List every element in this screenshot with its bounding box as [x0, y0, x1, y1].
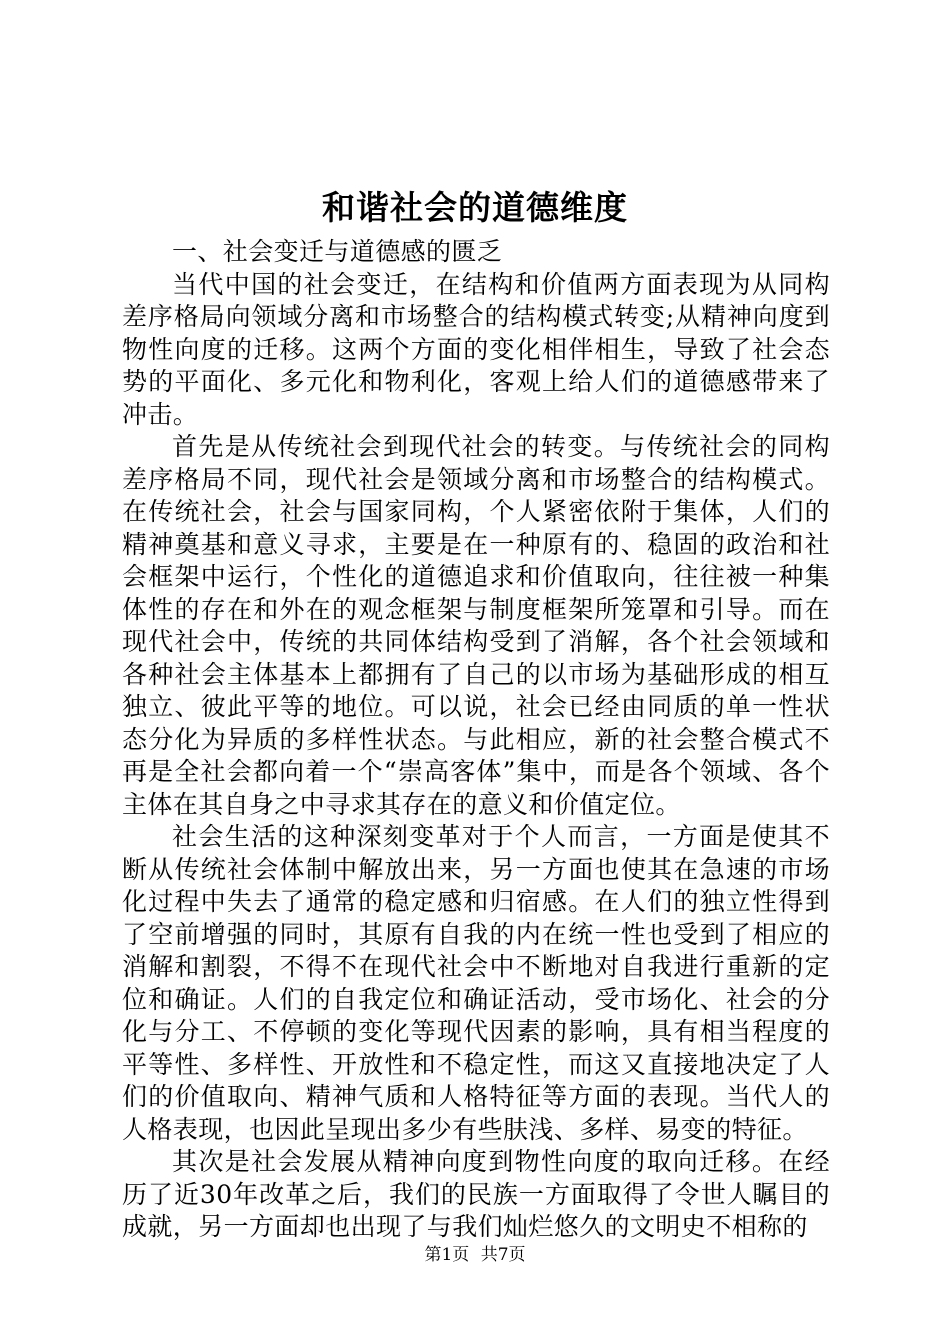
paragraph: 社会生活的这种深刻变革对于个人而言，一方面是使其不断从传统社会体制中解放出来，另一方面也使其在急速的市场化过程中失去了通常的稳定感和归宿感。在人们的独立性得到了空前增强的同时，其原有自我的内在统一性也受到了相应的消解和割裂，不得不在现代社会中不断地对自我进行重新的定位和确证。人们的自我定位和确证活动，受市场化、社会的分化与分工、不停顿的变化等现代因素的影响，具有相当程度的平等性、多样性、开放性和不稳定性，而这又直接地决定了人们的价值取向、精神气质和人格特征等方面的表现。当代人的人格表现，也因此呈现出多少有些肤浅、多样、易变的特征。	[122, 822, 830, 1144]
page-total: 共7页	[480, 1245, 526, 1265]
page-footer	[0, 1244, 950, 1266]
paragraph: 当代中国的社会变迁，在结构和价值两方面表现为从同构差序格局向领域分离和市场整合的结构模式转变;从精神向度到物性向度的迁移。这两个方面的变化相伴相生，导致了社会态势的平面化、多元化和物利化，客观上给人们的道德感带来了冲击。	[122, 269, 830, 429]
section-heading: 一、社会变迁与道德感的匮乏	[172, 237, 503, 266]
document-title: 和谐社会的道德维度	[322, 188, 628, 227]
document-body	[122, 236, 830, 1244]
paragraph: 其次是社会发展从精神向度到物性向度的取向迁移。在经历了近30年改革之后，我们的民族一方面取得了令世人瞩目的成就，另一方面却也出现了与我们灿烂悠久的文明史不相称的	[122, 1147, 830, 1241]
page-number: 第1页	[424, 1245, 470, 1265]
paragraph: 首先是从传统社会到现代社会的转变。与传统社会的同构差序格局不同，现代社会是领域分离和市场整合的结构模式。在传统社会，社会与国家同构，个人紧密依附于集体，人们的精神奠基和意义寻求，主要是在一种原有的、稳固的政治和社会框架中运行，个性化的道德追求和价值取向，往往被一种集体性的存在和外在的观念框架与制度框架所笼罩和引导。而在现代社会中，传统的共同体结构受到了消解，各个社会领域和各种社会主体基本上都拥有了自己的以市场为基础形成的相互独立、彼此平等的地位。可以说，社会已经由同质的单一性状态分化为异质的多样性状态。与此相应，新的社会整合模式不再是全社会都向着一个“崇高客体”集中，而是各个领域、各个主体在其自身之中寻求其存在的意义和价值定位。	[122, 432, 830, 819]
